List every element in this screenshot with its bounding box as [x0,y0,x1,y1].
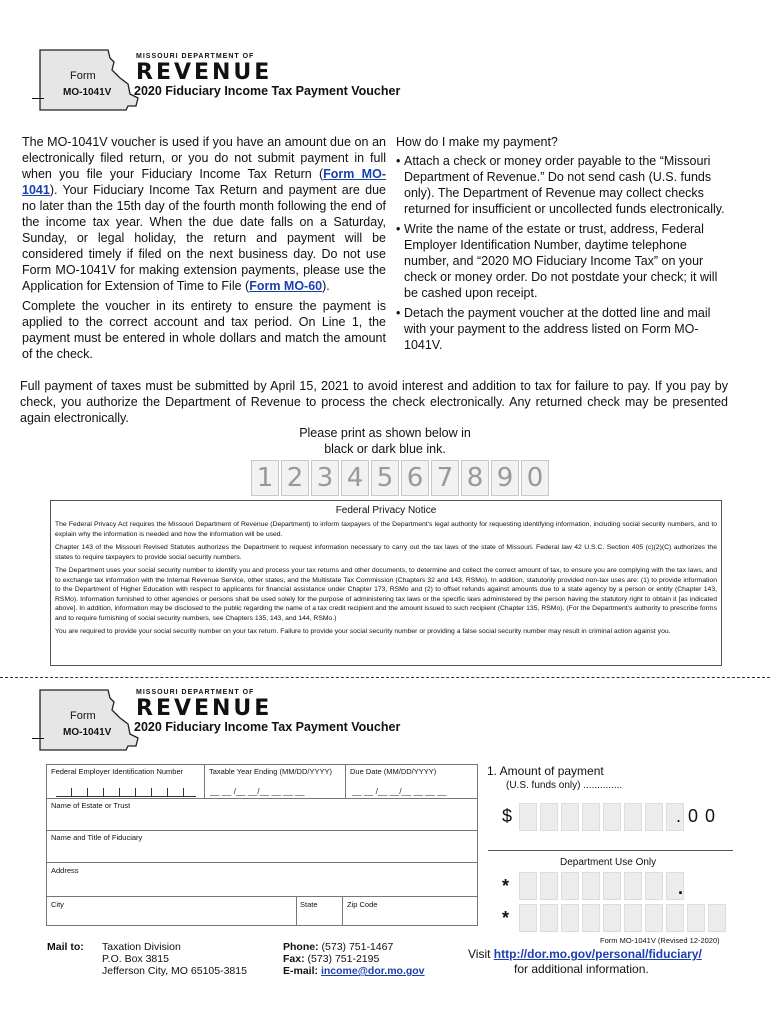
fiduciary-label: Name and Title of Fiduciary [51,833,143,842]
amount-digit-box [561,803,579,831]
star-2: * [502,908,510,928]
amount-input[interactable] [519,803,687,831]
sample-digit: 5 [371,460,399,496]
dept-box [582,872,600,900]
amount-digit-box [624,803,642,831]
dept-use-boxes-1 [519,872,687,900]
visit-line: Visit http://dor.mo.gov/personal/fiduciary/ [468,947,702,961]
amount-sub: (U.S. funds only) .............. [506,780,623,791]
state-label: State [300,900,318,909]
form-label: Form [70,70,96,82]
phone-number: (573) 751-1467 [321,941,394,953]
bullet-3: • Detach the payment voucher at the dotted line and mail with your payment to the address listed on Form MO-1041V. [396,306,711,352]
sample-digit: 8 [461,460,489,496]
zip-input[interactable] [347,910,472,924]
instructions-left [22,134,386,362]
row-divider [46,798,478,799]
form-label: Form [70,710,96,722]
mail-to-label: Mail to: [47,941,84,953]
voucher-header [30,684,430,754]
dept-box [561,872,579,900]
estate-label: Name of Estate or Trust [51,801,131,810]
dept-box [561,904,579,932]
dept-box [687,904,705,932]
print-instruction: Please print as shown below in black or dark blue ink. [299,426,471,456]
col-divider [204,764,205,798]
form-dash [32,98,44,99]
row-divider [46,862,478,863]
dept-box [645,872,663,900]
city-input[interactable] [50,910,290,924]
instructions-right [396,134,726,353]
amount-digit-box [603,803,621,831]
full-payment-notice: Full payment of taxes must be submitted by April 15, 2021 to avoid interest and addition to tax for failure to pay. If you pay by check, you authorize the Department of Revenue to process the check electronically. Any returned check may be presented again electronically. [20,379,728,425]
dept-use-label: Department Use Only [560,857,657,868]
due-date-label: Due Date (MM/DD/YYYY) [350,767,437,776]
form-mo-1041-link[interactable]: Form MO-1041 [22,167,386,197]
row-divider [46,830,478,831]
cents-value: . 0 0 [676,806,717,826]
tax-year-label: Taxable Year Ending (MM/DD/YYYY) [209,767,332,776]
fein-input[interactable] [56,788,196,797]
sample-digit: 4 [341,460,369,496]
amount-digit-box [519,803,537,831]
bullet-1: • Attach a check or money order payable to the “Missouri Department of Revenue.” Do not send cash (U.S. funds only). The Department of Revenue may collect checks returned for insufficient or uncollected funds electronically. [396,154,725,216]
amount-digit-box [582,803,600,831]
dollar-sign: $ [502,806,513,826]
agency-name: MISSOURI DEPARTMENT OF [136,689,255,696]
revenue-logo: REVENUE [136,696,273,721]
form-id: MO-1041V [63,87,112,98]
sample-digit: 0 [521,460,549,496]
dept-use-line [488,850,733,851]
sample-digit: 1 [251,460,279,496]
due-date-input[interactable]: __ __ /__ __/__ __ __ __ [352,786,447,796]
privacy-p4: You are required to provide your social security number on your tax return. Failure to provide your social security number or providing a false social security number may result in criminal action against you. [55,628,671,635]
sample-digits [251,460,551,496]
sample-digit: 3 [311,460,339,496]
bullet-2: • Write the name of the estate or trust, address, Federal Employer Identification Number, daytime telephone number, and “2020 MO Fiduciary Income Tax” on your check or money order. Do not postdate your check; it will be cashed upon receipt. [396,222,718,300]
fiduciary-input[interactable] [50,844,474,860]
amount-digit-box [645,803,663,831]
star-1: * [502,876,510,896]
col-divider [296,896,297,926]
sample-digit: 7 [431,460,459,496]
dept-box [624,904,642,932]
form-id: MO-1041V [63,727,112,738]
address-label: Address [51,866,79,875]
sample-digit: 9 [491,460,519,496]
cut-line [0,677,770,678]
privacy-notice [50,500,722,666]
dept-box [540,872,558,900]
dept-box [603,904,621,932]
how-to-pay-title: How do I make my payment? [396,135,558,149]
col-divider [342,896,343,926]
instructions-paragraph-1: The MO-1041V voucher is used if you have an amount due on an electronically filed return, or you do not submit payment in full when you file your Fiduciary Income Tax Return (Form MO-1041). Your Fiduciary Income Tax Return and payment are due no later than the 15th day of the fourth month following the end of the income tax year. When the due date falls on a Saturday, Sunday, or legal holiday, the return and payment will be considered timely if filed on the next business day. Do not use Form MO-1041V for making extension payments, please use the Application for Extension of Time to File (Form MO-60). [22,135,386,293]
row-divider [46,896,478,897]
dept-box [603,872,621,900]
dept-box [624,872,642,900]
amount-label: 1. Amount of payment [487,764,604,778]
dept-dot: . [678,878,684,898]
voucher-title: 2020 Fiduciary Income Tax Payment Voucher [134,720,401,734]
city-label: City [51,900,64,909]
dept-box [645,904,663,932]
zip-label: Zip Code [347,900,378,909]
privacy-p2: Chapter 143 of the Missouri Revised Statutes authorizes the Department to request information necessary to carry out the tax laws of the state of Missouri. Federal law 42 U.S.C. Section 405 (c)(2)(C) authorizes the states to require taxpayers to provide social security numbers. [55,544,717,561]
revenue-logo: REVENUE [136,60,273,85]
dept-box [708,904,726,932]
top-header [30,44,430,114]
dept-box [519,904,537,932]
dept-box [540,904,558,932]
mailing-address: Taxation Division P.O. Box 3815 Jefferson City, MO 65105-3815 [102,941,247,977]
agency-name: MISSOURI DEPARTMENT OF [136,53,255,60]
dept-use-boxes-2 [519,904,729,932]
dept-box [519,872,537,900]
form-revision: Form MO-1041V (Revised 12-2020) [600,936,720,945]
sample-digit: 2 [281,460,309,496]
tax-year-input[interactable]: __ __ /__ __/__ __ __ __ [210,786,305,796]
amount-digit-box [540,803,558,831]
additional-info: for additional information. [514,962,649,976]
fax-number: (573) 751-2195 [307,953,380,965]
address-input[interactable] [50,877,474,893]
privacy-title: Federal Privacy Notice [335,505,437,516]
privacy-p3: The Department uses your social security number to identify you and process your tax returns and other documents, to determine and collect the correct amount of tax, to ensure you are complying with the tax laws, and to exchange tax information with the Internal Revenue Service, other states, and the Multistate Tax Commission (Chapters 32 and 143, RSMo). In addition, statutorily provided non-tax uses are: (1) to provide information to the Department of Higher Education with respect to applicants for financial assistance under Chapter 173, RSMo and (2) to offset refunds against amounts due to a state agency by a person or entity (Chapter 143, RSMo). Information furnished to other agencies or persons shall be used solely for the purpose of administering tax laws or the specific laws administered by the person having the statutory right to obtain it [as indicated above]. In addition, information may be disclosed to the public regarding the name of a tax credit recipient and the amount issued to such recipient (Chapter 135, RSMo). (For the Department’s authority to prescribe forms and to require furnishing of social security numbers, see Chapters 135, 143, and 144, RSMo.) [55,567,717,622]
form-dash [32,738,44,739]
contact-info: Phone: (573) 751-1467 Fax: (573) 751-2195 E-mail: income@dor.mo.gov [283,941,425,977]
estate-input[interactable] [50,812,474,828]
sample-digit: 6 [401,460,429,496]
col-divider [345,764,346,798]
email-link[interactable]: income@dor.mo.gov [320,965,425,977]
state-input[interactable] [300,910,338,924]
privacy-p1: The Federal Privacy Act requires the Missouri Department of Revenue (Department) to inform taxpayers of the Department’s legal authority for requesting identifying information, including social security numbers, and to explain why the information is needed and how the information will be used. [55,521,717,538]
fein-label: Federal Employer Identification Number [51,767,184,776]
voucher-title: 2020 Fiduciary Income Tax Payment Voucher [134,84,401,98]
dept-box [666,904,684,932]
fiduciary-website-link[interactable]: http://dor.mo.gov/personal/fiduciary/ [493,947,702,961]
dept-box [582,904,600,932]
form-mo-60-link[interactable]: Form MO-60 [249,279,323,293]
instructions-paragraph-2: Complete the voucher in its entirety to ensure the payment is applied to the correct account and tax period. On Line 1, the payment must be entered in whole dollars and match the amount of the check. [22,299,386,361]
